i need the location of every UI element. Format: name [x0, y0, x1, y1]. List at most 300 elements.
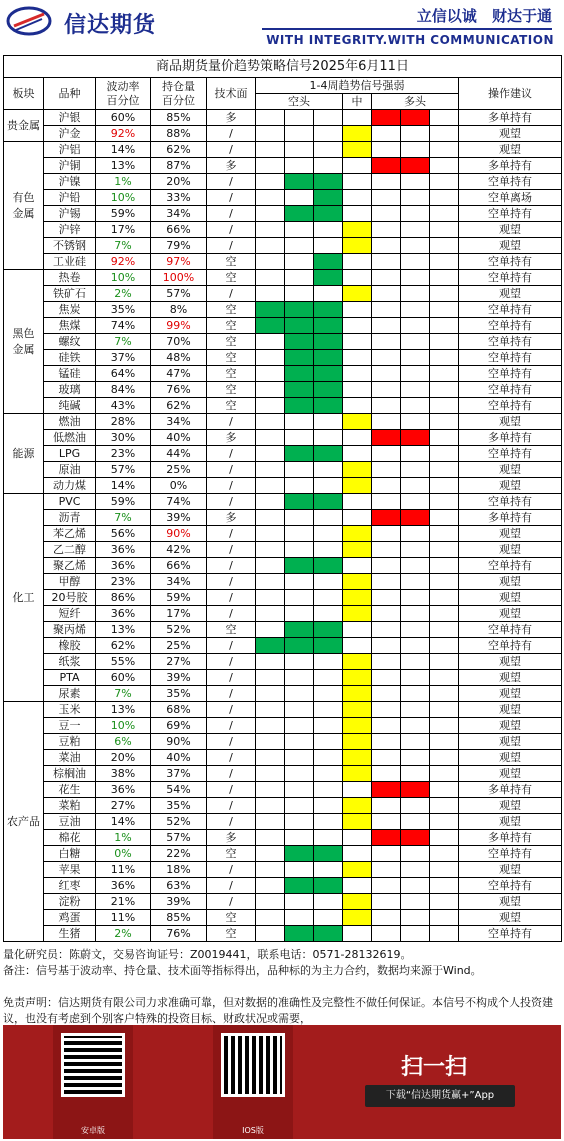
signal-cell [372, 222, 401, 238]
advice-cell: 空单持有 [459, 174, 562, 190]
ios-label: IOS版 [242, 1126, 264, 1135]
signal-cell [430, 670, 459, 686]
signal-cell [430, 222, 459, 238]
signal-cell [430, 526, 459, 542]
android-qr-code[interactable] [61, 1033, 125, 1097]
table-row [4, 526, 562, 542]
table-row [4, 926, 562, 942]
technical-cell: / [207, 190, 256, 206]
signal-cell [314, 446, 343, 462]
open-interest-cell: 37% [151, 766, 207, 782]
signal-cell [285, 558, 314, 574]
signal-cell [285, 286, 314, 302]
technical-cell: / [207, 894, 256, 910]
technical-cell: / [207, 126, 256, 142]
product-cell: 苹果 [44, 862, 96, 878]
signal-cell [343, 750, 372, 766]
signal-cell [401, 190, 430, 206]
signal-cell [401, 462, 430, 478]
signal-cell [285, 654, 314, 670]
signal-cell [285, 718, 314, 734]
table-row [4, 574, 562, 590]
signal-cell [285, 382, 314, 398]
signal-cell [285, 126, 314, 142]
sector-cell: 化工 [4, 494, 44, 702]
signal-cell [401, 654, 430, 670]
volatility-cell: 59% [96, 494, 151, 510]
signal-cell [285, 526, 314, 542]
open-interest-cell: 35% [151, 798, 207, 814]
signal-cell [285, 414, 314, 430]
product-cell: 燃油 [44, 414, 96, 430]
signal-cell [314, 350, 343, 366]
signal-cell [401, 110, 430, 126]
advice-cell: 观望 [459, 238, 562, 254]
header-trend: 1-4周趋势信号强弱 [256, 78, 459, 94]
signal-cell [343, 430, 372, 446]
open-interest-cell: 39% [151, 670, 207, 686]
open-interest-cell: 39% [151, 510, 207, 526]
signal-cell [285, 574, 314, 590]
signal-cell [401, 526, 430, 542]
product-cell: 尿素 [44, 686, 96, 702]
technical-cell: 空 [207, 846, 256, 862]
signal-cell [285, 670, 314, 686]
signal-cell [314, 478, 343, 494]
signal-cell [401, 638, 430, 654]
signal-cell [256, 222, 285, 238]
signal-cell [314, 782, 343, 798]
signal-cell [314, 718, 343, 734]
signal-cell [285, 622, 314, 638]
advice-cell: 空单离场 [459, 190, 562, 206]
signal-cell [343, 110, 372, 126]
logo-icon [6, 6, 52, 36]
signal-cell [256, 638, 285, 654]
advice-cell: 观望 [459, 590, 562, 606]
signal-cell [372, 798, 401, 814]
volatility-cell: 13% [96, 622, 151, 638]
technical-cell: / [207, 462, 256, 478]
technical-cell: / [207, 766, 256, 782]
signal-cell [343, 686, 372, 702]
signal-cell [430, 286, 459, 302]
volatility-cell: 0% [96, 846, 151, 862]
advice-cell: 观望 [459, 126, 562, 142]
ios-qr-code[interactable] [221, 1033, 285, 1097]
signal-cell [372, 446, 401, 462]
signal-cell [401, 926, 430, 942]
technical-cell: / [207, 574, 256, 590]
technical-cell: 多 [207, 830, 256, 846]
signal-cell [372, 190, 401, 206]
signal-cell [401, 606, 430, 622]
table-row [4, 622, 562, 638]
advice-cell: 观望 [459, 718, 562, 734]
signal-cell [372, 110, 401, 126]
signal-cell [314, 878, 343, 894]
signal-cell [430, 894, 459, 910]
open-interest-cell: 54% [151, 782, 207, 798]
volatility-cell: 92% [96, 126, 151, 142]
signal-cell [430, 446, 459, 462]
signal-cell [372, 782, 401, 798]
android-label: 安卓版 [81, 1126, 105, 1135]
volatility-cell: 14% [96, 142, 151, 158]
signal-cell [314, 862, 343, 878]
advice-cell: 空单持有 [459, 398, 562, 414]
signal-cell [430, 334, 459, 350]
signal-cell [343, 334, 372, 350]
table-row [4, 478, 562, 494]
signal-cell [285, 190, 314, 206]
advice-cell: 观望 [459, 142, 562, 158]
volatility-cell: 6% [96, 734, 151, 750]
open-interest-cell: 22% [151, 846, 207, 862]
table-row [4, 830, 562, 846]
signal-cell [401, 446, 430, 462]
signal-cell [343, 606, 372, 622]
header-sector: 板块 [4, 78, 44, 110]
signal-cell [256, 110, 285, 126]
signal-cell [401, 366, 430, 382]
table-row [4, 254, 562, 270]
product-cell: 淀粉 [44, 894, 96, 910]
technical-cell: / [207, 878, 256, 894]
signal-cell [343, 718, 372, 734]
signal-cell [314, 686, 343, 702]
signal-cell [430, 542, 459, 558]
signal-cell [343, 494, 372, 510]
technical-cell: / [207, 734, 256, 750]
signal-cell [401, 382, 430, 398]
signal-cell [372, 670, 401, 686]
signal-cell [285, 782, 314, 798]
table-row [4, 222, 562, 238]
table-row [4, 206, 562, 222]
table-row [4, 798, 562, 814]
open-interest-cell: 87% [151, 158, 207, 174]
signal-cell [256, 126, 285, 142]
product-cell: 沪铝 [44, 142, 96, 158]
product-cell: 纸浆 [44, 654, 96, 670]
technical-cell: / [207, 670, 256, 686]
table-row [4, 558, 562, 574]
volatility-cell: 38% [96, 766, 151, 782]
advice-cell: 观望 [459, 702, 562, 718]
signal-cell [285, 238, 314, 254]
technical-cell: / [207, 702, 256, 718]
header-long: 多头 [372, 94, 459, 110]
signal-cell [372, 238, 401, 254]
signal-cell [256, 542, 285, 558]
signal-cell [401, 334, 430, 350]
signal-cell [401, 270, 430, 286]
signal-cell [256, 190, 285, 206]
product-cell: 焦炭 [44, 302, 96, 318]
signal-cell [372, 590, 401, 606]
signal-cell [314, 222, 343, 238]
header-volatility-1: 波动率 [106, 79, 140, 93]
volatility-cell: 14% [96, 814, 151, 830]
signal-cell [256, 670, 285, 686]
open-interest-cell: 62% [151, 398, 207, 414]
advice-cell: 观望 [459, 814, 562, 830]
signal-cell [343, 350, 372, 366]
technical-cell: / [207, 606, 256, 622]
advice-cell: 观望 [459, 286, 562, 302]
advice-cell: 观望 [459, 542, 562, 558]
product-cell: 沪锡 [44, 206, 96, 222]
signal-cell [256, 334, 285, 350]
volatility-cell: 60% [96, 110, 151, 126]
signal-cell [430, 654, 459, 670]
signal-cell [372, 430, 401, 446]
signal-cell [314, 286, 343, 302]
signal-cell [343, 590, 372, 606]
signal-cell [256, 286, 285, 302]
signal-cell [314, 382, 343, 398]
open-interest-cell: 34% [151, 206, 207, 222]
table-row [4, 382, 562, 398]
table-row [4, 494, 562, 510]
signal-cell [314, 318, 343, 334]
advice-cell: 观望 [459, 894, 562, 910]
signal-cell [343, 174, 372, 190]
signal-cell [314, 238, 343, 254]
signal-cell [256, 606, 285, 622]
signal-cell [256, 526, 285, 542]
signal-cell [343, 558, 372, 574]
signal-cell [343, 894, 372, 910]
signal-cell [401, 350, 430, 366]
signal-cell [343, 398, 372, 414]
volatility-cell: 17% [96, 222, 151, 238]
advice-cell: 观望 [459, 526, 562, 542]
table-row [4, 398, 562, 414]
signal-cell [372, 126, 401, 142]
advice-cell: 观望 [459, 670, 562, 686]
signal-cell [343, 158, 372, 174]
signal-cell [430, 366, 459, 382]
signal-cell [256, 510, 285, 526]
advice-cell: 观望 [459, 654, 562, 670]
signal-cell [314, 494, 343, 510]
volatility-cell: 60% [96, 670, 151, 686]
signal-cell [256, 926, 285, 942]
volatility-cell: 43% [96, 398, 151, 414]
volatility-cell: 36% [96, 878, 151, 894]
volatility-cell: 2% [96, 926, 151, 942]
signal-cell [430, 174, 459, 190]
divider [262, 28, 552, 30]
volatility-cell: 36% [96, 606, 151, 622]
signal-cell [256, 446, 285, 462]
signal-cell [430, 350, 459, 366]
product-cell: 沪镍 [44, 174, 96, 190]
open-interest-cell: 42% [151, 542, 207, 558]
signal-cell [285, 878, 314, 894]
table-row [4, 350, 562, 366]
signal-cell [256, 734, 285, 750]
product-cell: 白糖 [44, 846, 96, 862]
signal-cell [343, 142, 372, 158]
signal-cell [343, 734, 372, 750]
volatility-cell: 10% [96, 190, 151, 206]
signal-cell [372, 606, 401, 622]
technical-cell: / [207, 526, 256, 542]
technical-cell: / [207, 542, 256, 558]
technical-cell: 空 [207, 350, 256, 366]
sector-cell: 农产品 [4, 702, 44, 942]
product-cell: LPG [44, 446, 96, 462]
signal-cell [256, 318, 285, 334]
product-cell: 锰硅 [44, 366, 96, 382]
signal-cell [285, 430, 314, 446]
signal-cell [314, 270, 343, 286]
product-cell: 工业硅 [44, 254, 96, 270]
signal-cell [343, 574, 372, 590]
signal-cell [343, 814, 372, 830]
signal-cell [256, 718, 285, 734]
signal-cell [343, 862, 372, 878]
signal-cell [285, 206, 314, 222]
table-row [4, 174, 562, 190]
table-row [4, 782, 562, 798]
signal-cell [314, 142, 343, 158]
signal-cell [401, 894, 430, 910]
signal-cell [430, 270, 459, 286]
volatility-cell: 11% [96, 862, 151, 878]
technical-cell: 空 [207, 334, 256, 350]
table-row [4, 910, 562, 926]
signal-cell [372, 158, 401, 174]
signal-cell [285, 270, 314, 286]
download-button[interactable]: 下载“信达期货赢+”App [365, 1085, 515, 1107]
sector-cell: 黑色 金属 [4, 270, 44, 414]
signal-cell [256, 142, 285, 158]
advice-cell: 多单持有 [459, 430, 562, 446]
table-row [4, 542, 562, 558]
signal-cell [285, 158, 314, 174]
signal-cell [256, 462, 285, 478]
signal-cell [372, 398, 401, 414]
open-interest-cell: 63% [151, 878, 207, 894]
signal-cell [372, 462, 401, 478]
open-interest-cell: 79% [151, 238, 207, 254]
technical-cell: / [207, 638, 256, 654]
signal-cell [401, 766, 430, 782]
header-volatility-2: 百分位 [106, 93, 140, 107]
table-row [4, 846, 562, 862]
signal-cell [343, 798, 372, 814]
product-cell: 橡胶 [44, 638, 96, 654]
signal-cell [372, 414, 401, 430]
technical-cell: 多 [207, 510, 256, 526]
signal-cell [430, 766, 459, 782]
table-row [4, 238, 562, 254]
open-interest-cell: 40% [151, 750, 207, 766]
signal-cell [401, 830, 430, 846]
advice-cell: 空单持有 [459, 926, 562, 942]
signal-cell [256, 366, 285, 382]
table-row [4, 270, 562, 286]
signal-cell [285, 510, 314, 526]
product-cell: 原油 [44, 462, 96, 478]
signal-cell [314, 190, 343, 206]
open-interest-cell: 97% [151, 254, 207, 270]
product-cell: PTA [44, 670, 96, 686]
signal-cell [430, 478, 459, 494]
signal-cell [401, 574, 430, 590]
signal-cell [430, 702, 459, 718]
signal-cell [285, 222, 314, 238]
signal-cell [343, 846, 372, 862]
table-row [4, 766, 562, 782]
signal-cell [430, 462, 459, 478]
signal-cell [343, 302, 372, 318]
product-cell: 豆粕 [44, 734, 96, 750]
table-row [4, 638, 562, 654]
signal-cell [314, 126, 343, 142]
signal-cell [285, 686, 314, 702]
signal-cell [285, 334, 314, 350]
signal-cell [401, 158, 430, 174]
product-cell: 玉米 [44, 702, 96, 718]
signal-cell [285, 142, 314, 158]
technical-cell: 空 [207, 270, 256, 286]
header-advice: 操作建议 [459, 78, 562, 110]
motto: WITH INTEGRITY.WITH COMMUNICATION [266, 33, 554, 47]
signal-cell [256, 846, 285, 862]
signal-cell [314, 462, 343, 478]
volatility-cell: 35% [96, 302, 151, 318]
volatility-cell: 37% [96, 350, 151, 366]
volatility-cell: 64% [96, 366, 151, 382]
brand-name: 信达期货 [64, 13, 157, 38]
signal-cell [430, 510, 459, 526]
signal-cell [285, 846, 314, 862]
signal-cell [401, 302, 430, 318]
advice-cell: 观望 [459, 734, 562, 750]
signal-cell [285, 590, 314, 606]
sector-cell: 能源 [4, 414, 44, 494]
signal-cell [401, 126, 430, 142]
volatility-cell: 13% [96, 702, 151, 718]
product-cell: 棉花 [44, 830, 96, 846]
signal-cell [401, 702, 430, 718]
volatility-cell: 27% [96, 798, 151, 814]
signal-cell [401, 622, 430, 638]
open-interest-cell: 88% [151, 126, 207, 142]
signal-cell [372, 174, 401, 190]
advice-cell: 观望 [459, 798, 562, 814]
technical-cell: / [207, 222, 256, 238]
volatility-cell: 7% [96, 510, 151, 526]
open-interest-cell: 27% [151, 654, 207, 670]
open-interest-cell: 70% [151, 334, 207, 350]
signal-cell [314, 430, 343, 446]
product-cell: 棕榈油 [44, 766, 96, 782]
volatility-cell: 36% [96, 542, 151, 558]
volatility-cell: 14% [96, 478, 151, 494]
signal-cell [372, 366, 401, 382]
signal-cell [372, 382, 401, 398]
product-cell: 沪铅 [44, 190, 96, 206]
technical-cell: 空 [207, 910, 256, 926]
advice-cell: 空单持有 [459, 318, 562, 334]
signal-cell [256, 558, 285, 574]
